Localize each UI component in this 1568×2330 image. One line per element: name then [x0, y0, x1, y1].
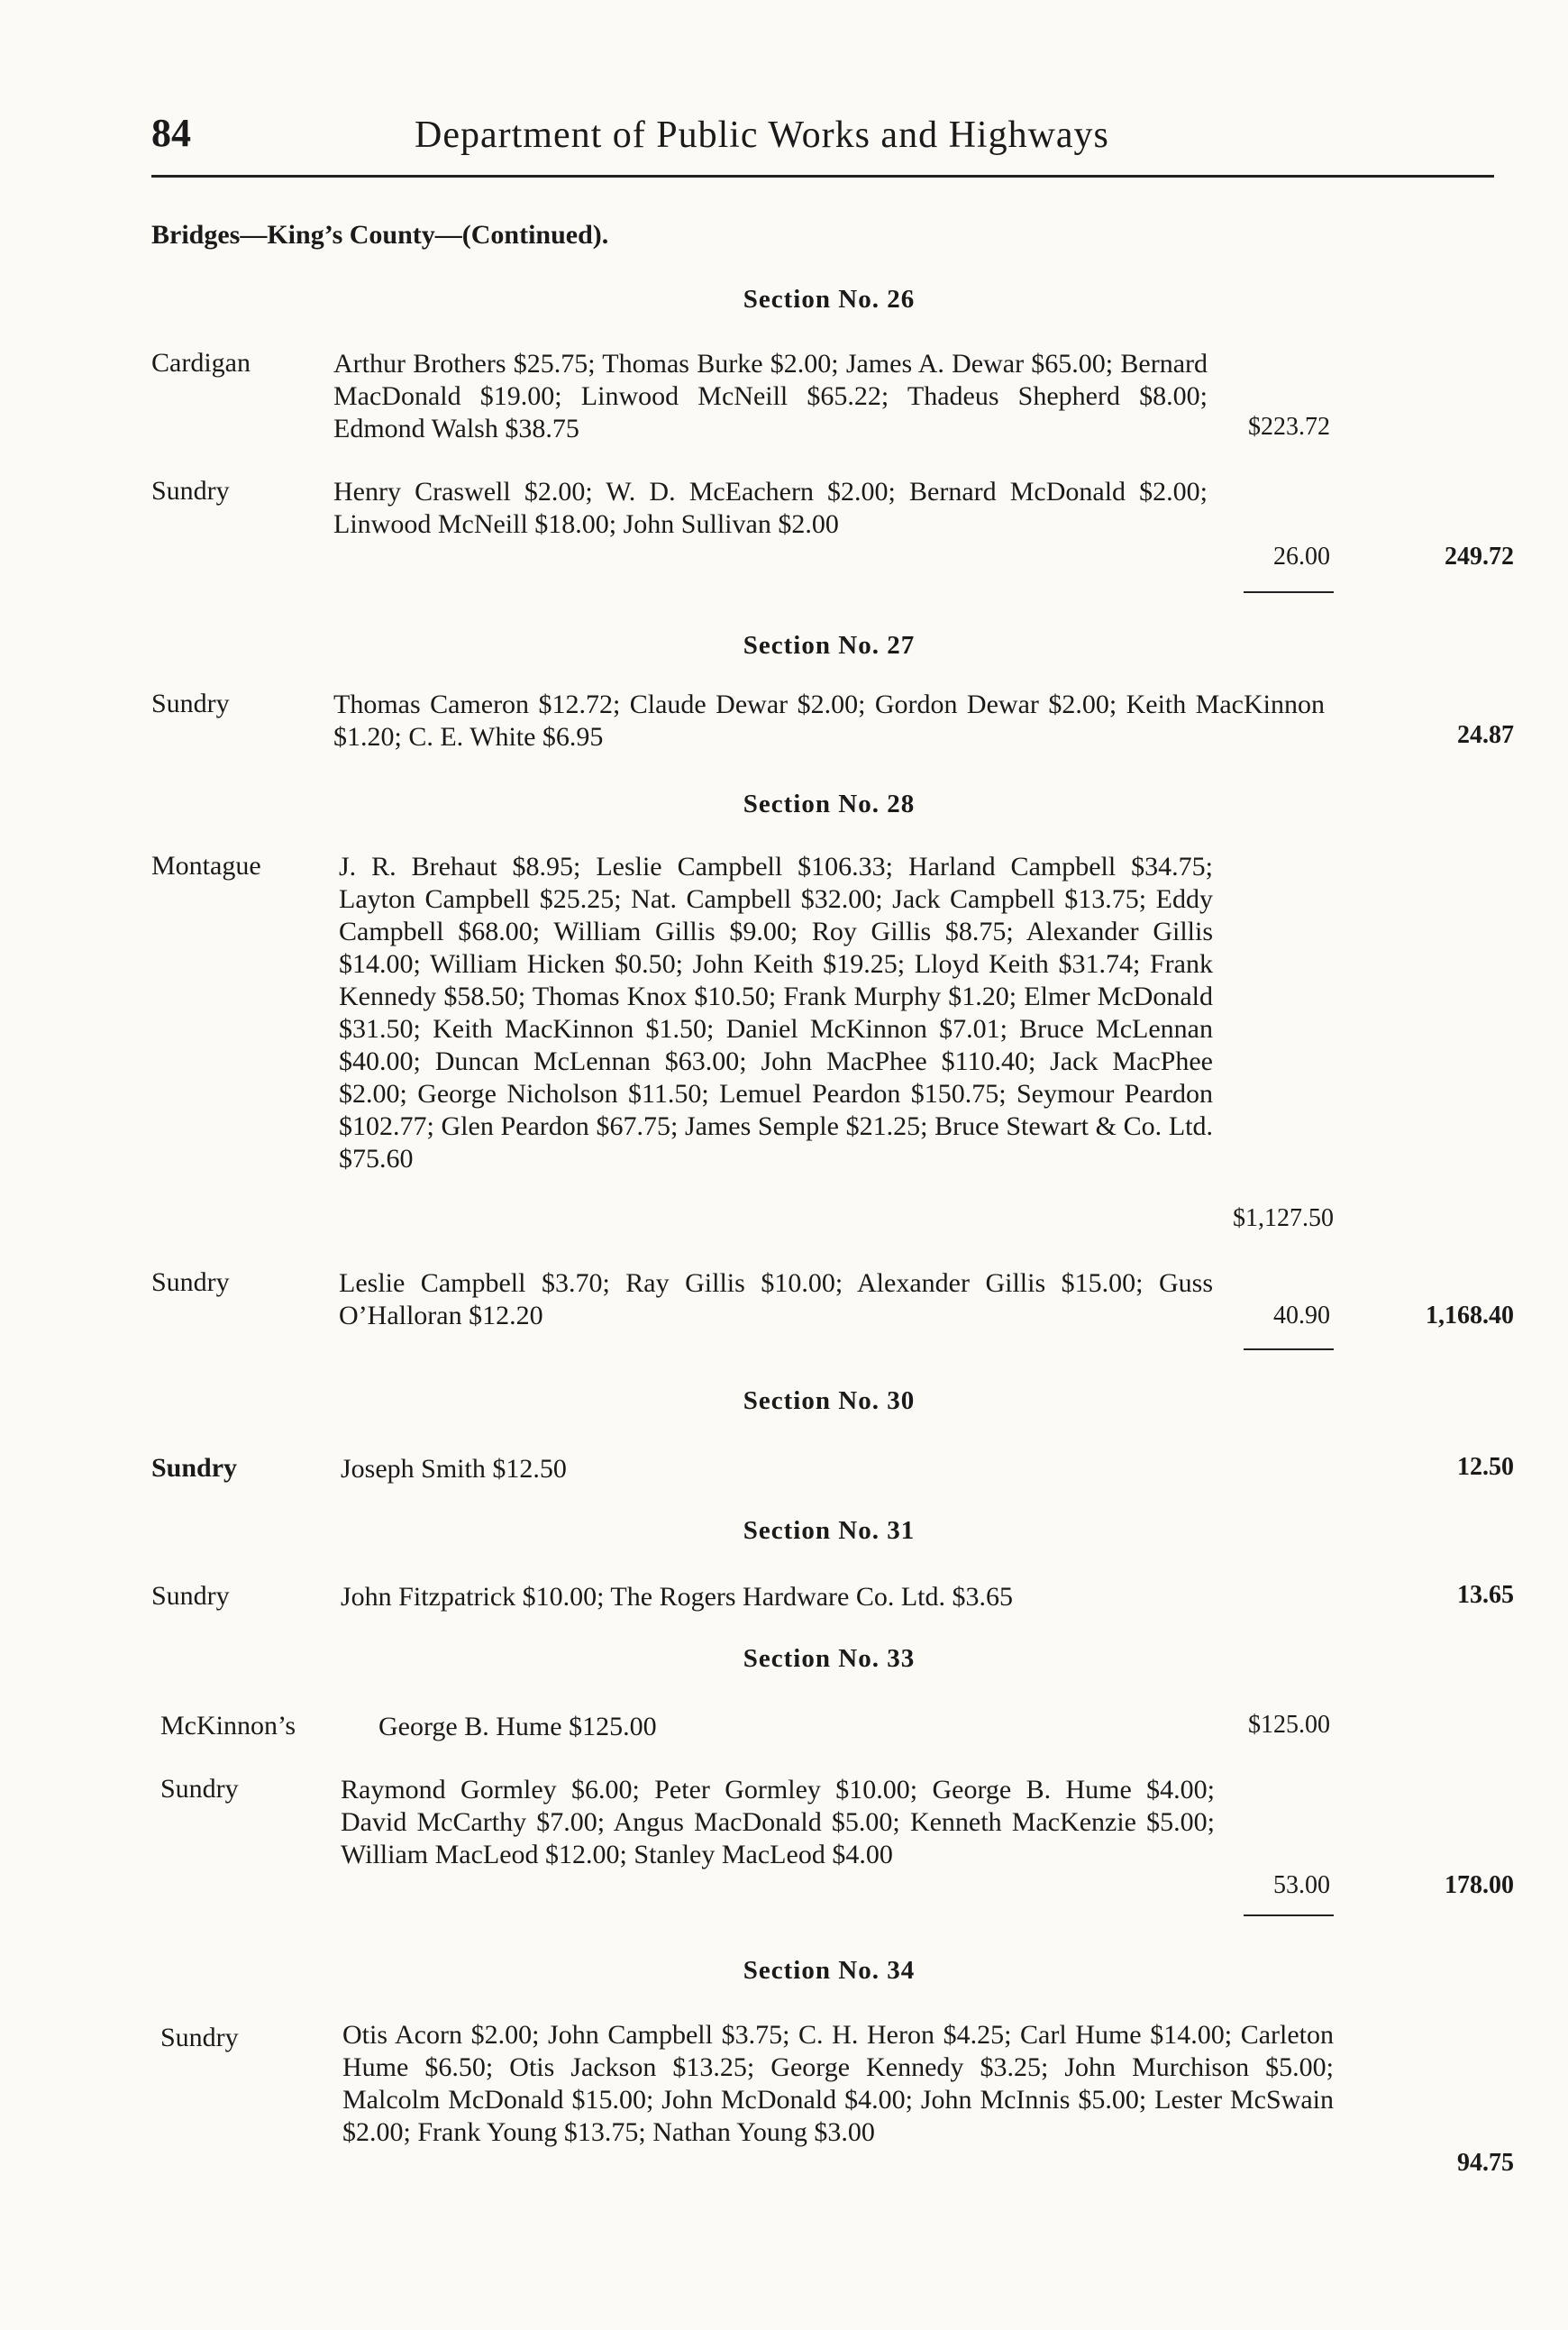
entry-text: Henry Craswell $2.00; W. D. McEachern $2.00; Bernard McDonald $2.00; Linwood McNeill $18.00; John Sullivan $2.00 — [333, 477, 1208, 539]
section-total: 94.75 — [1457, 2149, 1514, 2177]
entry-amount: $1,127.50 — [1233, 1204, 1334, 1232]
entry-place: Cardigan — [151, 348, 251, 378]
subtotal-rule — [1244, 591, 1334, 593]
section-title: Section No. 26 — [743, 285, 916, 314]
entry-place: Sundry — [160, 2023, 239, 2052]
entry-text: Otis Acorn $2.00; John Campbell $3.75; C. H. Heron $4.25; Carl Hume $14.00; Carleton Hume $6.50; Otis Jackson $13.25; George Kennedy $3.25; John Murchison $5.00; Malcolm McDonald $15.00; John McDonald $4.00; John McInnis $5.00; Lester McSwain $2.00; Frank Young $13.75; Nathan Young $3.00 — [342, 2020, 1334, 2147]
header-rule — [151, 175, 1494, 178]
entry-place: Montague — [151, 851, 261, 881]
section-total: 12.50 — [1457, 1453, 1514, 1481]
section-total: 178.00 — [1445, 1871, 1514, 1899]
entry-amount: $125.00 — [1248, 1711, 1330, 1739]
subtotal-rule — [1244, 1914, 1334, 1916]
entry-text: J. R. Brehaut $8.95; Leslie Campbell $106.33; Harland Campbell $34.75; Layton Campbell $25.25; Nat. Campbell $32.00; Jack Campbell $13.75; Eddy Campbell $68.00; William Gillis $9.00; Roy Gillis $8.75; Alexander Gillis $14.00; William Hicken $0.50; John Keith $19.25; Lloyd Keith $31.74; Frank Kennedy $58.50; Thomas Knox $10.50; Frank Murphy $1.20; Elmer McDonald $31.50; Keith MacKinnon $1.50; Daniel McKinnon $7.01; Bruce McLennan $40.00; Duncan McLennan $63.00; John MacPhee $110.40; Jack MacPhee $2.00; George Nicholson $11.50; Lemuel Peardon $150.75; Seymour Peardon $102.77; Glen Peardon $67.75; James Semple $21.25; Bruce Stewart & Co. Ltd. $75.60 — [339, 852, 1213, 1174]
entry-place: Sundry — [151, 476, 230, 506]
section-title: Section No. 31 — [743, 1516, 916, 1545]
entry-amount: $223.72 — [1248, 413, 1330, 441]
entry-text: Arthur Brothers $25.75; Thomas Burke $2.00; James A. Dewar $65.00; Bernard MacDonald $19.00; Linwood McNeill $65.22; Thadeus Shepherd $8.00; Edmond Walsh $38.75 — [333, 349, 1208, 443]
page-number: 84 — [151, 111, 191, 155]
section-total: 24.87 — [1457, 721, 1514, 749]
section-title: Section No. 27 — [743, 631, 916, 660]
entry-text: Leslie Campbell $3.70; Ray Gillis $10.00; Alexander Gillis $15.00; Guss O’Halloran $12.20 — [339, 1268, 1213, 1330]
entry-text: Raymond Gormley $6.00; Peter Gormley $10.00; George B. Hume $4.00; David McCarthy $7.00; Angus MacDonald $5.00; Kenneth MacKenzie $5.00; William MacLeod $12.00; Stanley MacLeod $4.00 — [341, 1775, 1215, 1869]
entry-text: Thomas Cameron $12.72; Claude Dewar $2.00; Gordon Dewar $2.00; Keith MacKinnon $1.20; C. E. White $6.95 — [333, 690, 1325, 752]
entry-place: Sundry — [151, 689, 230, 718]
section-total: 13.65 — [1457, 1581, 1514, 1609]
entry-text: George B. Hume $125.00 — [378, 1712, 657, 1741]
entry-place: McKinnon’s — [160, 1711, 296, 1741]
entry-place: Sundry — [160, 1774, 239, 1804]
entry-text: John Fitzpatrick $10.00; The Rogers Hardware Co. Ltd. $3.65 — [341, 1582, 1013, 1612]
section-total: 1,168.40 — [1426, 1302, 1514, 1329]
entry-place: Sundry — [151, 1453, 238, 1483]
entry-amount: 26.00 — [1273, 543, 1330, 571]
page-title: Department of Public Works and Highways — [415, 114, 1109, 156]
entry-place: Sundry — [151, 1267, 230, 1297]
entry-amount: 40.90 — [1273, 1302, 1330, 1329]
entry-amount: 53.00 — [1273, 1871, 1330, 1899]
subtotal-rule — [1244, 1348, 1334, 1350]
section-total: 249.72 — [1445, 543, 1514, 571]
section-title: Section No. 33 — [743, 1644, 916, 1673]
section-title: Section No. 34 — [743, 1956, 916, 1985]
section-title: Section No. 28 — [743, 790, 916, 818]
entry-place: Sundry — [151, 1581, 230, 1611]
section-title: Section No. 30 — [743, 1386, 916, 1415]
entry-text: Joseph Smith $12.50 — [341, 1454, 567, 1484]
subheading: Bridges—King’s County—(Continued). — [151, 220, 609, 250]
